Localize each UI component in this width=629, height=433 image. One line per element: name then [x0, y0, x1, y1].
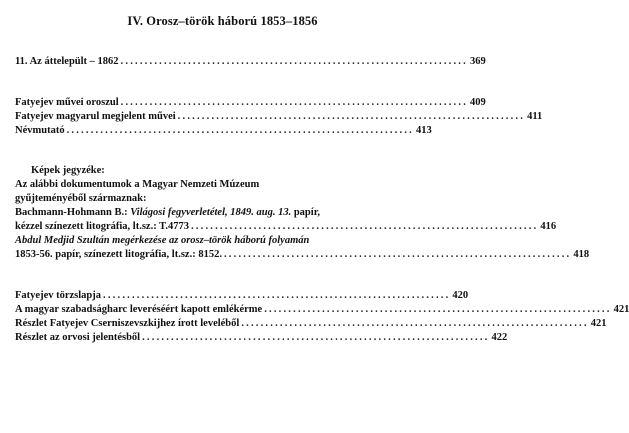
toc-entry-label: Részlet az orvosi jelentésből — [15, 332, 141, 343]
image-entry-line: Abdul Medjid Szultán megérkezése az orosz–török háború folyamán — [15, 235, 310, 246]
image-entry-label: kézzel színezett litográfia, lt.sz.: T.4773 — [15, 221, 189, 232]
dot-leader: ........................................................................ — [241, 318, 589, 329]
toc-entry-label: A magyar szabadságharc leveréséért kapott emlékérme — [15, 304, 263, 315]
toc-entry-label: Fatyejev törzslapja — [15, 290, 102, 301]
toc-entry-page: 421 — [613, 304, 629, 315]
dot-leader: ........................................................................ — [120, 97, 469, 108]
images-intro-line: Az alábbi dokumentumok a Magyar Nemzeti Múzeum — [15, 179, 260, 190]
dot-leader: ........................................................................ — [120, 56, 468, 67]
image-entry — [15, 220, 557, 234]
dot-leader: ........................................................................ — [103, 290, 451, 301]
image-entry-line — [15, 206, 320, 220]
toc-entry-label: Fatyejev magyarul megjelent művei — [15, 111, 176, 122]
toc-entry — [15, 55, 486, 69]
image-entry-page: 416 — [540, 221, 557, 232]
toc-entry-page: 421 — [590, 318, 607, 329]
toc-entry-page: 409 — [470, 97, 486, 108]
image-entry-label: 1853-56. papír, színezett litográfia, lt.sz.: 8152. — [15, 249, 222, 260]
toc-entry — [15, 96, 486, 110]
dot-leader: ........................................................................ — [177, 111, 526, 122]
toc-entry — [15, 331, 508, 345]
toc-entry — [15, 110, 543, 124]
toc-entry-label: 11. Az áttelepült – 1862 — [15, 56, 119, 67]
toc-entry-label: Fatyejev művei oroszul — [15, 97, 119, 108]
toc-entry-page: 369 — [469, 56, 486, 67]
dot-leader: ........................................................................ — [264, 304, 612, 315]
toc-entry-page: 422 — [491, 332, 508, 343]
dot-leader: ........................................................................ — [66, 125, 414, 136]
image-entry-rest: papír, — [291, 207, 321, 218]
section-title: IV. Orosz–török háború 1853–1856 — [127, 14, 318, 28]
image-entry-page: 418 — [573, 249, 590, 260]
dot-leader: ........................................................................ — [223, 249, 572, 260]
images-intro-line: gyűjteményéből származnak: — [15, 193, 147, 204]
image-entry-title: Világosi fegyverletétel, 1849. aug. 13. — [130, 207, 292, 218]
toc-entry-label: Részlet Fatyejev Cserniszevszkijhez írott leveléből — [15, 318, 240, 329]
toc-entry-label: Névmutató — [15, 125, 65, 136]
toc-entry — [15, 317, 607, 331]
dot-leader: ........................................................................ — [190, 221, 539, 232]
dot-leader: ........................................................................ — [142, 332, 490, 343]
toc-entry-page: 411 — [527, 111, 543, 122]
image-entry-author: Bachmann-Hohmann B.: — [15, 207, 131, 218]
toc-entry-page: 413 — [415, 125, 432, 136]
toc-entry — [15, 289, 469, 303]
images-heading: Képek jegyzéke: — [31, 165, 105, 176]
toc-entry-page: 420 — [452, 290, 469, 301]
toc-entry — [15, 124, 431, 138]
toc-entry — [15, 303, 629, 317]
image-entry — [15, 248, 590, 262]
